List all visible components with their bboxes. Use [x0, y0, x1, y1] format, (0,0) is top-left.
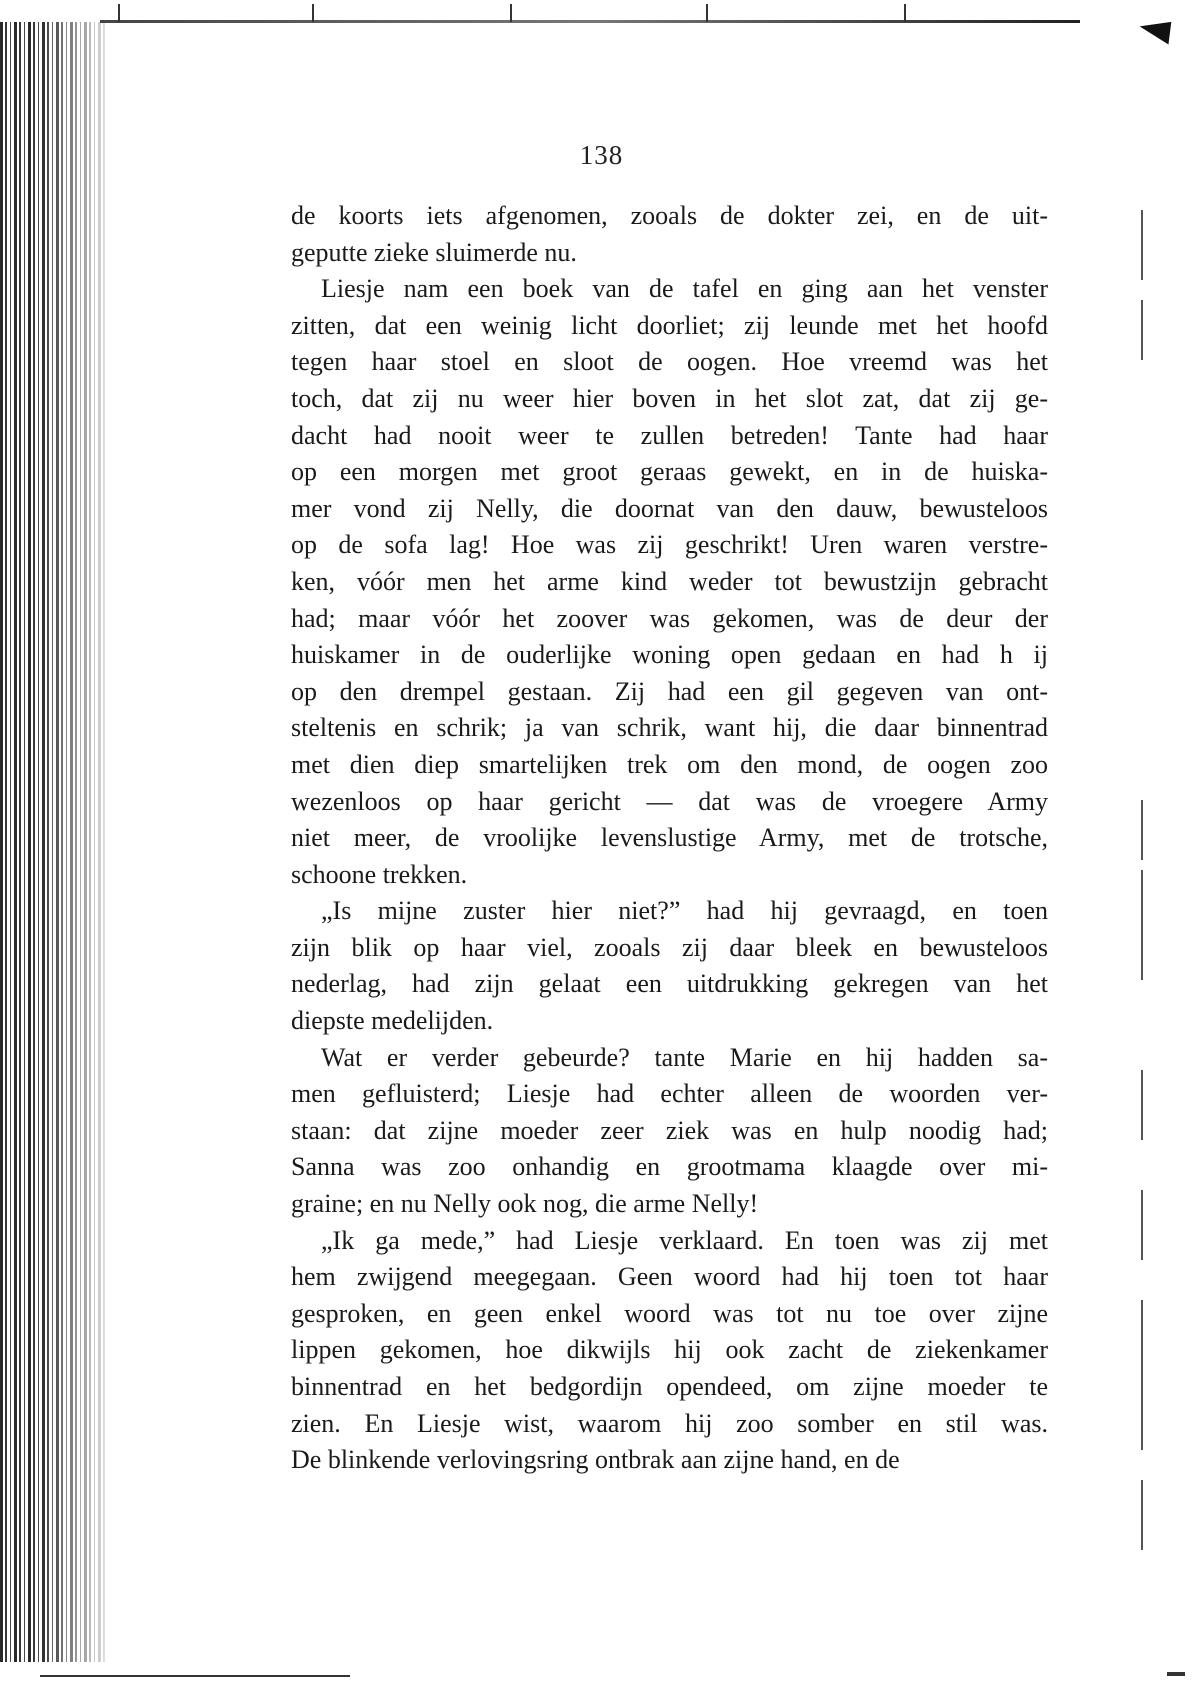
text-line: Sanna was zoo onhandig en grootmama klaagde over mi-	[291, 1152, 1048, 1182]
paragraph	[291, 1223, 1048, 1479]
page-binding-shadow	[40, 22, 110, 1662]
right-margin-line	[1141, 300, 1143, 360]
text-line: graine; en nu Nelly ook nog, die arme Nelly!	[291, 1189, 759, 1219]
bottom-scan-rule	[40, 1675, 350, 1677]
text-line: steltenis en schrik; ja van schrik, want hij, die daar binnentrad	[291, 713, 1048, 743]
text-line: had; maar vóór het zoover was gekomen, was de deur der	[291, 603, 1048, 633]
text-line: lippen gekomen, hoe dikwijls hij ook zacht de ziekenkamer	[291, 1335, 1048, 1365]
text-line: men gefluisterd; Liesje had echter alleen de woorden ver-	[291, 1079, 1048, 1109]
text-line: „Ik ga mede,” had Liesje verklaard. En toen was zij met	[321, 1225, 1048, 1255]
text-line: toch, dat zij nu weer hier boven in het slot zat, dat zij ge-	[291, 383, 1048, 413]
paragraph	[291, 198, 1048, 271]
right-margin-line	[1141, 800, 1143, 860]
text-line: op de sofa lag! Hoe was zij geschrikt! Uren waren verstre-	[291, 530, 1048, 560]
text-line: zien. En Liesje wist, waarom hij zoo somber en stil was.	[291, 1408, 1048, 1438]
right-margin-line	[1141, 210, 1143, 280]
text-line: huiskamer in de ouderlijke woning open gedaan en had h ij	[291, 640, 1048, 670]
text-line: op een morgen met groot geraas gewekt, en in de huiska-	[291, 457, 1048, 487]
right-margin-line	[1141, 870, 1143, 980]
top-tick-mark	[706, 4, 708, 22]
top-tick-mark	[510, 4, 512, 22]
text-line: Liesje nam een boek van de tafel en ging aan het venster	[321, 274, 1048, 304]
bottom-corner-mark	[1167, 1672, 1185, 1676]
text-line: „Is mijne zuster hier niet?” had hij gevraagd, en toen	[321, 896, 1048, 926]
page-number: 138	[579, 140, 624, 170]
top-tick-mark	[904, 4, 906, 22]
text-line: zijn blik op haar viel, zooals zij daar bleek en bewusteloos	[291, 932, 1048, 962]
text-line: op den drempel gestaan. Zij had een gil gegeven van ont-	[291, 676, 1048, 706]
right-margin-line	[1141, 1480, 1143, 1550]
text-line: nederlag, had zijn gelaat een uitdrukking gekregen van het	[291, 969, 1048, 999]
text-line: wezenloos op haar gericht — dat was de vroegere Army	[291, 786, 1048, 816]
top-tick-mark	[312, 4, 314, 22]
right-margin-marks	[1129, 40, 1157, 1640]
text-line: tegen haar stoel en sloot de oogen. Hoe vreemd was het	[291, 347, 1048, 377]
paragraph	[291, 271, 1048, 893]
text-line: binnentrad en het bedgordijn opendeed, om zijne moeder te	[291, 1372, 1048, 1401]
right-margin-line	[1141, 1070, 1143, 1140]
paragraph	[291, 893, 1048, 1039]
text-line: hem zwijgend meegegaan. Geen woord had hij toen tot haar	[291, 1262, 1048, 1292]
text-line: met dien diep smartelijken trek om den mond, de oogen zoo	[291, 749, 1048, 779]
text-line: niet meer, de vroolijke levenslustige Army, met de trotsche,	[291, 823, 1048, 853]
body-text	[291, 198, 1048, 1479]
right-margin-line	[1141, 1190, 1143, 1260]
text-line: staan: dat zijne moeder zeer ziek was en hulp noodig had;	[291, 1115, 1048, 1145]
text-line: zitten, dat een weinig licht doorliet; zij leunde met het hoofd	[291, 310, 1048, 340]
top-tick-mark	[118, 4, 120, 22]
top-scan-rule	[100, 20, 1080, 23]
text-line: geputte zieke sluimerde nu.	[291, 237, 577, 267]
paragraph	[291, 1040, 1048, 1223]
text-line: de koorts iets afgenomen, zooals de dokter zei, en de uit-	[291, 201, 1048, 230]
text-line: Wat er verder gebeurde? tante Marie en hij hadden sa-	[321, 1042, 1048, 1072]
text-line: gesproken, en geen enkel woord was tot nu toe over zijne	[291, 1298, 1048, 1328]
text-line: schoone trekken.	[291, 859, 468, 889]
text-line: De blinkende verlovingsring ontbrak aan zijne hand, en de	[291, 1445, 900, 1475]
right-margin-line	[1141, 1300, 1143, 1450]
text-line: ken, vóór men het arme kind weder tot bewustzijn gebracht	[291, 566, 1048, 596]
text-line: mer vond zij Nelly, die doornat van den dauw, bewusteloos	[291, 493, 1048, 523]
text-line: diepste medelijden.	[291, 1006, 494, 1036]
text-line: dacht had nooit weer te zullen betreden! Tante had haar	[291, 420, 1048, 450]
